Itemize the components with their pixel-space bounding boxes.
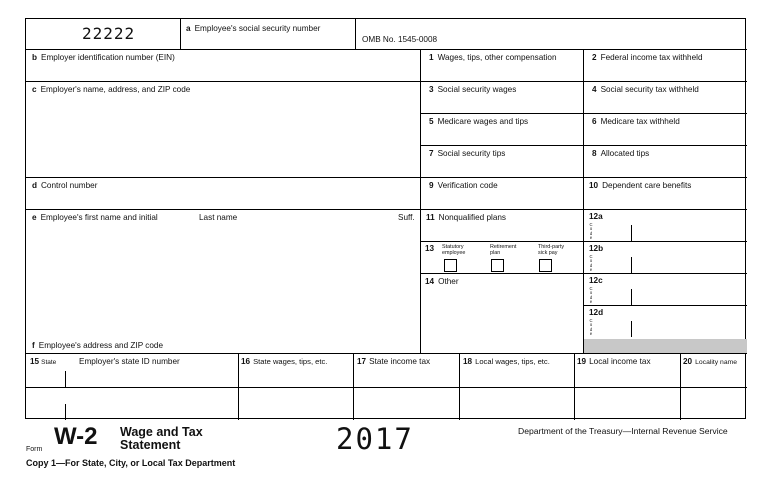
rule-v-16 xyxy=(238,353,239,420)
shaded-area xyxy=(584,339,747,353)
statutory-employee-checkbox[interactable] xyxy=(444,259,457,272)
ssn-label: a Employee's social security number xyxy=(186,24,321,33)
rule-row-8 xyxy=(583,305,747,306)
omb-number: OMB No. 1545-0008 xyxy=(362,35,438,44)
rule-row-1 xyxy=(26,81,747,82)
void-code: 22222 xyxy=(82,24,136,43)
box-12c-label: 12c xyxy=(589,276,603,285)
box-7-label: 7 Social security tips xyxy=(429,149,506,158)
box-3-label: 3 Social security wages xyxy=(429,85,517,94)
box-9-label: 9 Verification code xyxy=(429,181,498,190)
box-16-label: 16 State wages, tips, etc. xyxy=(241,357,328,366)
rule-12c-tick xyxy=(631,289,632,305)
box-8-label: 8 Allocated tips xyxy=(592,149,650,158)
box-18-label: 18 Local wages, tips, etc. xyxy=(463,357,550,366)
rule-v-19 xyxy=(574,353,575,420)
box-14-label: 14 Other xyxy=(425,277,459,286)
box-13-number: 13 xyxy=(425,244,435,253)
box-12c-code-label: C o d e xyxy=(589,286,593,305)
statutory-employee-label: Statutory employee xyxy=(442,244,466,256)
box-4-label: 4 Social security tax withheld xyxy=(592,85,699,94)
box-12a-label: 12a xyxy=(589,212,603,221)
box-19-label: 19 Local income tax xyxy=(577,357,651,366)
control-number-label: d Control number xyxy=(32,181,98,190)
form-word: Form xyxy=(26,446,43,453)
retirement-plan-label: Retirement plan xyxy=(490,244,517,256)
rule-v-17 xyxy=(353,353,354,420)
employer-name-label: c Employer's name, address, and ZIP code xyxy=(32,85,191,94)
rule-v-omb xyxy=(355,19,356,49)
rule-12a-tick xyxy=(631,225,632,241)
box-20-label: 20 Locality name xyxy=(683,357,738,366)
box-1-label: 1 Wages, tips, other compensation xyxy=(429,53,557,62)
employer-state-id-label: Employer's state ID number xyxy=(79,357,180,366)
w2-form-grid xyxy=(25,18,746,419)
retirement-plan-checkbox[interactable] xyxy=(491,259,504,272)
box-15-label: 15 State xyxy=(30,357,57,366)
box-12b-code-label: C o d e xyxy=(589,254,593,273)
box-12d-code-label: C o d e xyxy=(589,318,593,337)
ein-label: b Employer identification number (EIN) xyxy=(32,53,175,62)
form-name: W-2 xyxy=(54,423,98,450)
rule-state-top xyxy=(26,353,747,354)
employee-address-label: f Employee's address and ZIP code xyxy=(32,341,164,350)
rule-v-15-tick-1 xyxy=(65,371,66,387)
box-12d-label: 12d xyxy=(589,308,604,317)
box-5-label: 5 Medicare wages and tips xyxy=(429,117,529,126)
rule-v-a xyxy=(180,19,181,49)
rule-row-5 xyxy=(26,209,747,210)
box-10-label: 10 Dependent care benefits xyxy=(589,181,692,190)
rule-v-18 xyxy=(459,353,460,420)
suffix-label: Suff. xyxy=(398,213,415,222)
third-party-sick-pay-label: Third-party sick pay xyxy=(538,244,565,256)
rule-v-mid xyxy=(420,49,421,353)
rule-state-mid xyxy=(26,387,747,388)
third-party-sick-pay-checkbox[interactable] xyxy=(539,259,552,272)
rule-v-15-tick-2 xyxy=(65,404,66,420)
form-title: Wage and Tax Statement xyxy=(120,425,203,452)
rule-row-4 xyxy=(26,177,747,178)
rule-v-20 xyxy=(680,353,681,420)
rule-12b-tick xyxy=(631,257,632,273)
box-2-label: 2 Federal income tax withheld xyxy=(592,53,703,62)
rule-top-row xyxy=(26,49,747,50)
box-12a-code-label: C o d e xyxy=(589,222,593,241)
box-12b-label: 12b xyxy=(589,244,604,253)
employee-name-label: e Employee's first name and initial xyxy=(32,213,158,222)
rule-v-right xyxy=(583,49,584,353)
box-6-label: 6 Medicare tax withheld xyxy=(592,117,680,126)
copy-label: Copy 1—For State, City, or Local Tax Department xyxy=(26,458,236,468)
department-label: Department of the Treasury—Internal Revenue Service xyxy=(518,426,728,436)
box-11-label: 11 Nonqualified plans xyxy=(426,213,507,222)
rule-12d-tick xyxy=(631,321,632,337)
tax-year: 2017 xyxy=(336,422,414,456)
box-17-label: 17 State income tax xyxy=(357,357,431,366)
last-name-label: Last name xyxy=(199,213,238,222)
